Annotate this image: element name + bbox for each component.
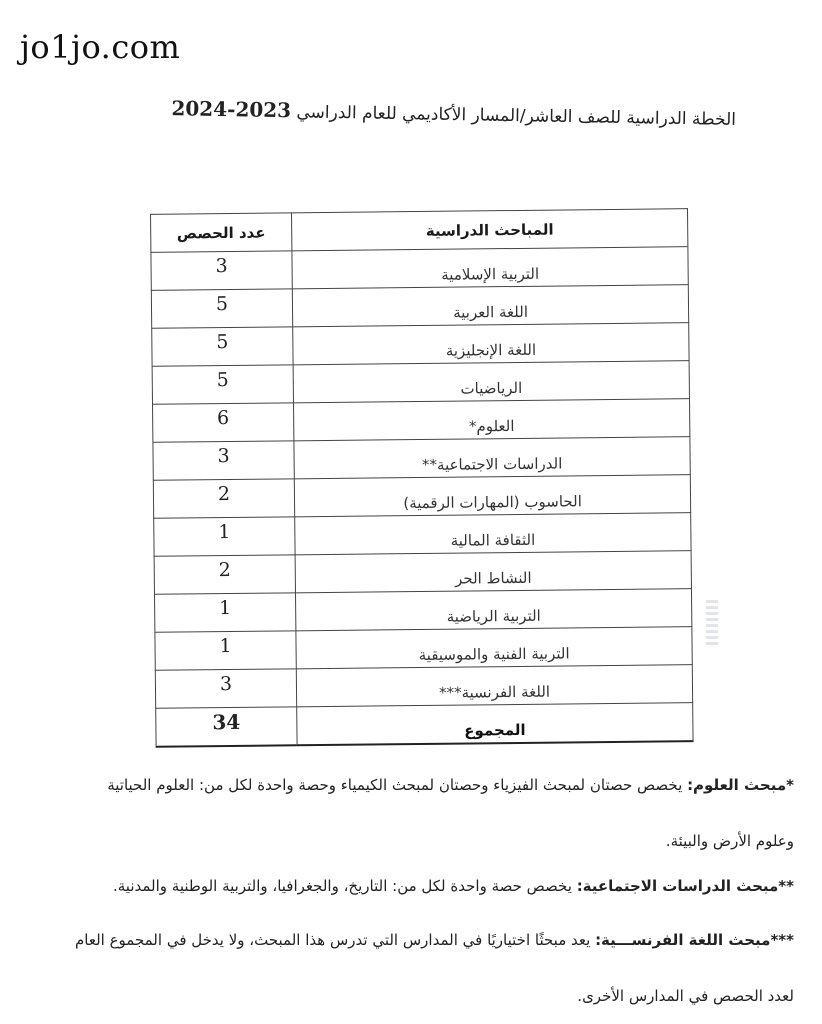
table-row	[154, 513, 691, 557]
note-science-cont: وعلوم الأرض والبيئة.	[665, 832, 794, 850]
table-row	[154, 551, 691, 595]
subject-cell: اللغة الفرنسية***	[296, 665, 692, 707]
note-social-label: **مبحث الدراسات الاجتماعية:	[576, 877, 794, 895]
count-cell: 6	[153, 403, 294, 442]
header-subject: المباحث الدراسية	[292, 209, 688, 251]
count-cell: 1	[154, 593, 295, 632]
subject-cell: النشاط الحر	[295, 551, 691, 593]
table-row	[153, 399, 690, 443]
header-count: عدد الحصص	[151, 213, 292, 252]
subject-cell: العلوم*	[294, 399, 690, 441]
subject-cell: التربية الرياضية	[295, 589, 691, 631]
table-row	[153, 437, 690, 481]
note-french-continued	[14, 987, 794, 1005]
note-science-continued	[14, 832, 794, 850]
note-social-text: يخصص حصة واحدة لكل من: التاريخ، والجغرافيا، والتربية الوطنية والمدنية.	[112, 877, 577, 895]
title-year: 2023-2024	[171, 96, 292, 123]
table-row	[155, 665, 692, 709]
subject-cell: اللغة العربية	[292, 285, 688, 327]
subject-cell: الحاسوب (المهارات الرقمية)	[294, 475, 690, 517]
count-cell: 2	[154, 555, 295, 594]
total-count: 34	[156, 707, 297, 747]
count-cell: 1	[154, 517, 295, 556]
count-cell: 3	[151, 251, 292, 290]
title-text: الخطة الدراسية للصف العاشر/المسار الأكاديمي للعام الدراسي	[296, 102, 737, 130]
subject-cell: التربية الفنية والموسيقية	[296, 627, 692, 669]
scan-mark	[706, 600, 718, 648]
table-row	[154, 589, 691, 633]
page-title	[136, 96, 736, 130]
study-plan-table	[150, 208, 694, 748]
table-row	[152, 361, 689, 405]
subject-cell: الرياضيات	[293, 361, 689, 403]
watermark-text: jo1jo.com	[20, 28, 181, 66]
total-label: المجموع	[297, 703, 693, 746]
note-science-text: يخصص حصتان لمبحث الفيزياء وحصتان لمبحث الكيمياء وحصة واحدة لكل من: العلوم الحياتية	[107, 776, 688, 794]
table-row	[155, 627, 692, 671]
note-french	[14, 931, 794, 949]
table-row	[151, 285, 688, 329]
note-social	[14, 877, 794, 895]
note-french-label: ***مبحث اللغة الفرنســـية:	[595, 931, 794, 949]
count-cell: 1	[155, 631, 296, 670]
subject-cell: اللغة الإنجليزية	[293, 323, 689, 365]
subject-cell: الدراسات الاجتماعية**	[294, 437, 690, 479]
note-french-text: يعد مبحثًا اختياريًا في المدارس التي تدرس هذا المبحث، ولا يدخل في المجموع العام	[74, 931, 596, 949]
table-header-row	[151, 209, 688, 253]
table-row	[152, 323, 689, 367]
table-total-row	[156, 703, 693, 747]
table-row	[151, 247, 688, 291]
subject-cell: التربية الإسلامية	[292, 247, 688, 289]
count-cell: 5	[151, 289, 292, 328]
subject-cell: الثقافة المالية	[295, 513, 691, 555]
count-cell: 2	[153, 479, 294, 518]
count-cell: 5	[152, 327, 293, 366]
note-french-cont: لعدد الحصص في المدارس الأخرى.	[577, 987, 794, 1005]
count-cell: 3	[155, 669, 296, 708]
note-science	[14, 776, 794, 794]
count-cell: 3	[153, 441, 294, 480]
note-science-label: *مبحث العلوم:	[687, 776, 794, 794]
table-row	[153, 475, 690, 519]
count-cell: 5	[152, 365, 293, 404]
